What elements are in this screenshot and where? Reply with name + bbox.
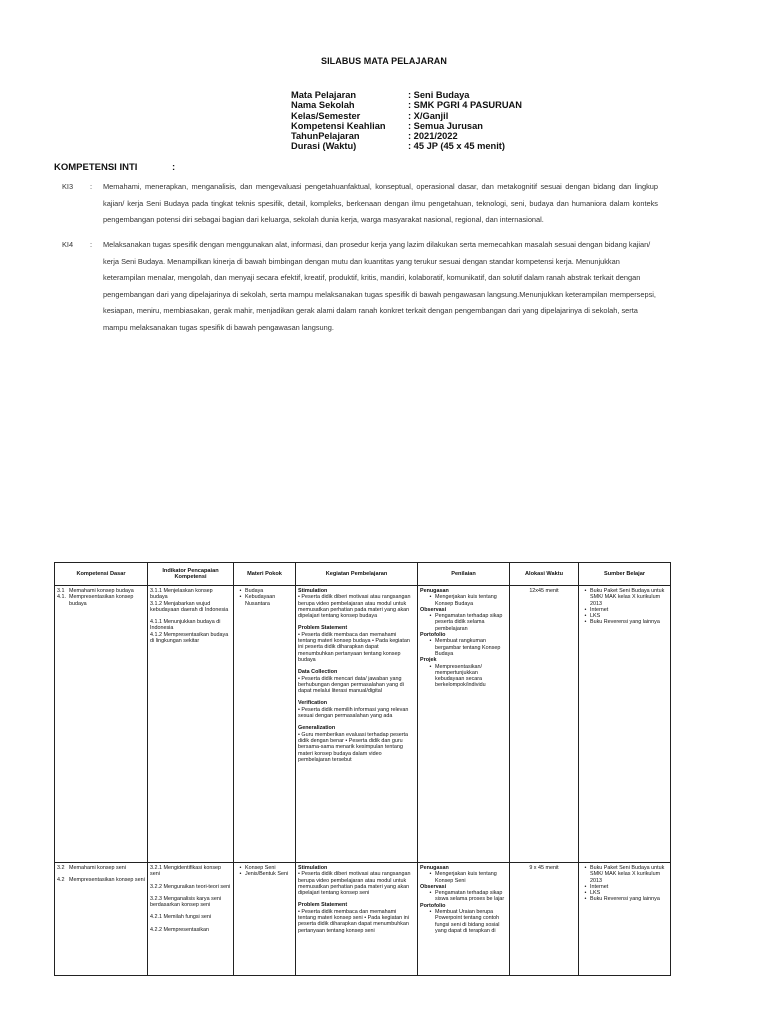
silabus-table [54,562,671,976]
sumber-text: Buku Reverensi yang lainnya [590,896,660,903]
sumber-text: LKS [590,890,601,897]
sumber-text: Buku Reverensi yang lainnya [590,619,660,626]
kd-item [57,865,145,871]
penilaian-heading: Portofolio [420,632,446,639]
kegiatan-step-text: • Peserta didik diberi motivasi atau rangsangan berupa video pembelajaran atau modul untuk memusatkan perhatian pada materi yang akan dipelajari tentang konsep seni [298,871,411,897]
penilaian-text: Membuat Uraian berupa Powerpoint tentang contoh fungsi seni di bidang sosial yang dapat di terapkan di [435,909,500,934]
alokasi-text: 12x45 menit [529,588,559,594]
subject-info [291,90,522,152]
penilaian-heading: Observasi [420,606,447,613]
info-row [291,121,522,131]
kd-number: 4.2 [57,877,65,884]
penilaian-heading: Penugasan [420,865,449,871]
kegiatan-step-text: • Guru memberikan evaluasi terhadap peserta didik dengan benar • Peserta didik dan guru bersama-sama menarik kesimpulan tentang materi konsep budaya dalam video pembelajaran tersebut [298,731,409,763]
info-key: Kelas/Semester [291,110,361,121]
kd-number: 3.2 [57,865,65,871]
cell-sumber-belajar [579,586,671,863]
penilaian-text: Mengerjakan kuis tentang Konsep Seni [435,871,497,884]
kegiatan-step-text: • Peserta didik membaca dan memahami tentang materi konsep budaya • Pada kegiatan ini peserta didik diharapkan dapat menumbuhkan pertanyaan tentang konsep budaya [298,631,410,663]
kegiatan-step-title: Stimulation [298,588,328,594]
kegiatan-step-text: • Peserta didik mencari data/ jawaban yang berhubungan dengan permasalahan yang di dapat melalui literasi manual/digital [298,675,404,695]
penilaian-heading: Penugasan [420,588,449,594]
kegiatan-step [298,865,415,896]
alokasi-text: 9 x 45 menit [529,865,559,871]
kd-text: Memahami konsep seni [69,865,126,871]
sumber-item: • LKS [584,890,601,897]
info-row [291,90,522,100]
sumber-text: Internet [590,883,609,890]
header-sumber-belajar: Sumber Belajar [579,563,671,586]
info-value: : 45 JP (45 x 45 menit) [408,141,505,152]
materi-text: Budaya [245,588,264,594]
info-key: Kompetensi Keahlian [291,120,386,131]
document-title: SILABUS MATA PELAJARAN [320,56,448,66]
penilaian-text: Mengerjakan kuis tentang Konsep Budaya [435,594,497,607]
penilaian-heading: Projek [420,657,437,664]
cell-indikator [148,586,234,863]
sumber-item: • Internet [584,883,609,890]
info-key: TahunPelajaran [291,131,360,142]
ki-text: Melaksanakan tugas spesifik dengan menggunakan alat, informasi, dan prosedur kerja yang lazim dilakukan serta memecahkan masalah sesuai dengan bidang kajian/ kerja Seni Budaya. Menampilkan kinerja di bawah bimbingan dengan mutu dan kuantitas yang terukur sesuai dengan standar kompetensi kerja. Menunjukkan keterampilan menalar, mengolah, dan menyaji secara efektif, kreatif, produktif, kritis, mandiri, kolaboratif, komunikatif, dan solutif dalam ranah abstrak terkait dengan pengembangan dari yang dipelajarinya di sekolah, serta mampu melaksanakan tugas spesifik di bawah pengawasan langsung.Menunjukkan keterampilan mempersepsi, kesiapan, meniru, membiasakan, gerak mahir, menjadikan gerak alami dalam ranah konkret terkait dengan pengembangan dari yang dipelajarinya di sekolah, serta mampu melaksanakan tugas spesifik di bawah pengawasan langsung. [103,240,656,332]
kompetensi-inti-heading [54,162,176,173]
penilaian-item: • Pengamatan terhadap sikap peserta didik selama pembelajaran [420,613,507,632]
sumber-text: Buku Paket Seni Budaya untuk SMK/ MAK kelas X kurikulum 2013 [590,588,665,607]
info-row [291,100,522,110]
kegiatan-step-title: Problem Statement [298,902,348,909]
penilaian-text: Membuat rangkuman bergambar tentang Konsep Budaya [435,638,501,657]
kompetensi-inti-label: KOMPETENSI INTI [54,162,138,173]
penilaian-item: • Mempresentasikan/ mempertunjukkan kebudayaan secara berkelompok/individu [420,664,507,689]
kegiatan-step [298,725,415,763]
sumber-text: Internet [590,606,609,613]
kd-item [57,594,145,607]
cell-kompetensi-dasar [55,586,148,863]
info-row [291,111,522,121]
table-row [55,586,671,863]
penilaian-text: Pengamatan terhadap sikap peserta didik selama pembelajaran [435,613,503,632]
ki-code: KI4 [62,240,74,249]
sumber-item: • Buku Reverensi yang lainnya [584,896,660,903]
sumber-text: Buku Paket Seni Budaya untuk SMK/ MAK kelas X kurikulum 2013 [590,865,665,884]
indikator-item: 3.2.1 Mengidentifikasi konsep seni [150,865,222,878]
sumber-item: • Buku Paket Seni Budaya untuk SMK/ MAK kelas X kurikulum 2013 [581,588,668,607]
cell-penilaian [418,863,510,976]
kegiatan-step [298,625,415,663]
indikator-item: 4.1.2 Mempresentasikan budaya di lingkungan sekitar [150,631,229,645]
kd-text: Memahami konsep budaya [69,588,134,594]
header-materi-pokok: Materi Pokok [234,563,296,586]
materi-item: • Jenis/Bentuk Seni [239,871,289,878]
penilaian-item: • Membuat rangkuman bergambar tentang Konsep Budaya [420,638,507,657]
kd-text: Mempresentasikan konsep seni [69,877,145,884]
kd-number: 4.1. [57,594,66,601]
ki3-block [62,179,658,229]
cell-materi-pokok [234,586,296,863]
info-key: Nama Sekolah [291,100,355,111]
penilaian-item: • Pengamatan terhadap sikap siswa selama proses be lajar [420,890,507,903]
cell-kegiatan [296,863,418,976]
materi-item: • Konsep Seni [239,865,276,871]
ki-text: Memahami, menerapkan, menganalisis, dan mengevaluasi pengetahuanfaktual, konseptual, operasional dasar, dan metakognitif sesuai dengan bidang dan lingkup kajian/ kerja Seni Budaya pada tingkat teknis spesifik, detail, kompleks, berkenaan dengan ilmu pengetahuan, teknologi, seni, budaya dan humaniora dalam konteks pengembangan potensi diri sebagai bagian dari keluarga, sekolah dunia kerja, warga masyarakat nasional, regional, dan internasional. [103,182,658,224]
kegiatan-step [298,902,415,933]
penilaian-text: Pengamatan terhadap sikap siswa selama proses be lajar [435,890,505,903]
sumber-item: • Buku Paket Seni Budaya untuk SMK/ MAK kelas X kurikulum 2013 [581,865,668,884]
ki-code: KI3 [62,182,74,191]
penilaian-heading: Portofolio [420,902,446,909]
indikator-item: 3.1.1 Menjelaskan konsep budaya [150,588,213,601]
materi-text: Jenis/Bentuk Seni [245,871,289,878]
indikator-item: 3.2.2 Menguraikan teori-teori seni [150,883,231,890]
ki-separator: : [90,182,93,191]
kegiatan-step [298,700,415,719]
cell-sumber-belajar [579,863,671,976]
cell-penilaian [418,586,510,863]
penilaian-text: Mempresentasikan/ mempertunjukkan kebudayaan secara berkelompok/individu [435,663,486,689]
cell-materi-pokok [234,863,296,976]
penilaian-item: • Mengerjakan kuis tentang Konsep Seni [420,871,507,884]
kegiatan-step-text: • Peserta didik diberi motivasi atau rangsangan berupa video pembelajaran atau modul untuk memusatkan perhatian pada materi yang akan dipelajari tentang konsep budaya [298,594,411,620]
kd-number: 3.1 [57,588,65,594]
header-indikator: Indikator Pencapaian Kompetensi [148,563,234,586]
info-row [291,131,522,141]
penilaian-item: • Membuat Uraian berupa Powerpoint tentang contoh fungsi seni di bidang sosial yang dapat di terapkan di [420,909,507,934]
kompetensi-inti-colon: : [172,162,176,173]
info-value: : SMK PGRI 4 PASURUAN [408,100,522,111]
materi-item: • Kebudayaan Nusantara [236,594,293,607]
indikator-item: 3.1.2 Menjabarkan wujud kebudayaan daerah di Indonesia [150,600,229,613]
indikator-item: 4.2.2 Mempresentasikan [150,926,210,933]
ki-separator: : [90,240,93,249]
kegiatan-step-title: Generalization [298,725,336,732]
materi-text: Kebudayaan Nusantara [245,594,276,607]
info-value: : Semua Jurusan [408,120,483,131]
info-value: : Seni Budaya [408,90,470,100]
info-key: Durasi (Waktu) [291,141,357,152]
sumber-item: • LKS [584,613,601,620]
info-value: : X/Ganjil [408,110,449,121]
sumber-item: • Buku Reverensi yang lainnya [584,619,660,626]
kegiatan-step-title: Verification [298,700,328,707]
table-row [55,863,671,976]
kegiatan-step-title: Stimulation [298,865,328,871]
materi-item: • Budaya [239,588,264,594]
info-row [291,141,522,151]
cell-alokasi-waktu [510,586,579,863]
header-kegiatan: Kegiatan Pembelajaran [296,563,418,586]
kegiatan-step-text: • Peserta didik memilih informasi yang relevan sesuai dengan permasalahan yang ada [298,706,409,720]
kegiatan-step-title: Data Collection [298,669,338,676]
header-kompetensi-dasar: Kompetensi Dasar [55,563,148,586]
indikator-item: 4.1.1 Menunjukkan budaya di Indonesia [150,619,221,632]
cell-alokasi-waktu [510,863,579,976]
cell-indikator [148,863,234,976]
penilaian-heading: Observasi [420,883,447,890]
header-penilaian: Penilaian [418,563,510,586]
sumber-text: LKS [590,613,601,620]
info-value: : 2021/2022 [408,131,458,142]
materi-text: Konsep Seni [245,865,276,871]
kegiatan-step-title: Problem Statement [298,625,348,632]
kegiatan-step [298,588,415,619]
indikator-item: 4.2.1 Memilah fungsi seni [150,914,212,921]
kd-text: Mempresentasikan konsep budaya [69,594,134,607]
cell-kompetensi-dasar [55,863,148,976]
indikator-item: 3.2.3 Menganalisis karya seni berdasarkan konsep seni [150,895,222,909]
cell-kegiatan [296,586,418,863]
kegiatan-step [298,669,415,694]
sumber-item: • Internet [584,606,609,613]
kd-item [57,877,145,883]
penilaian-item: • Mengerjakan kuis tentang Konsep Budaya [420,594,507,607]
ki4-block [62,237,658,336]
kegiatan-step-text: • Peserta didik membaca dan memahami tentang materi konsep seni • Pada kegiatan ini peserta didik diharapkan dapat menumbuhkan pertanyaan tentang konsep seni [298,908,409,934]
table-header-row [55,563,671,586]
header-alokasi-waktu: Alokasi Waktu [510,563,579,586]
info-key: Mata Pelajaran [291,90,357,100]
